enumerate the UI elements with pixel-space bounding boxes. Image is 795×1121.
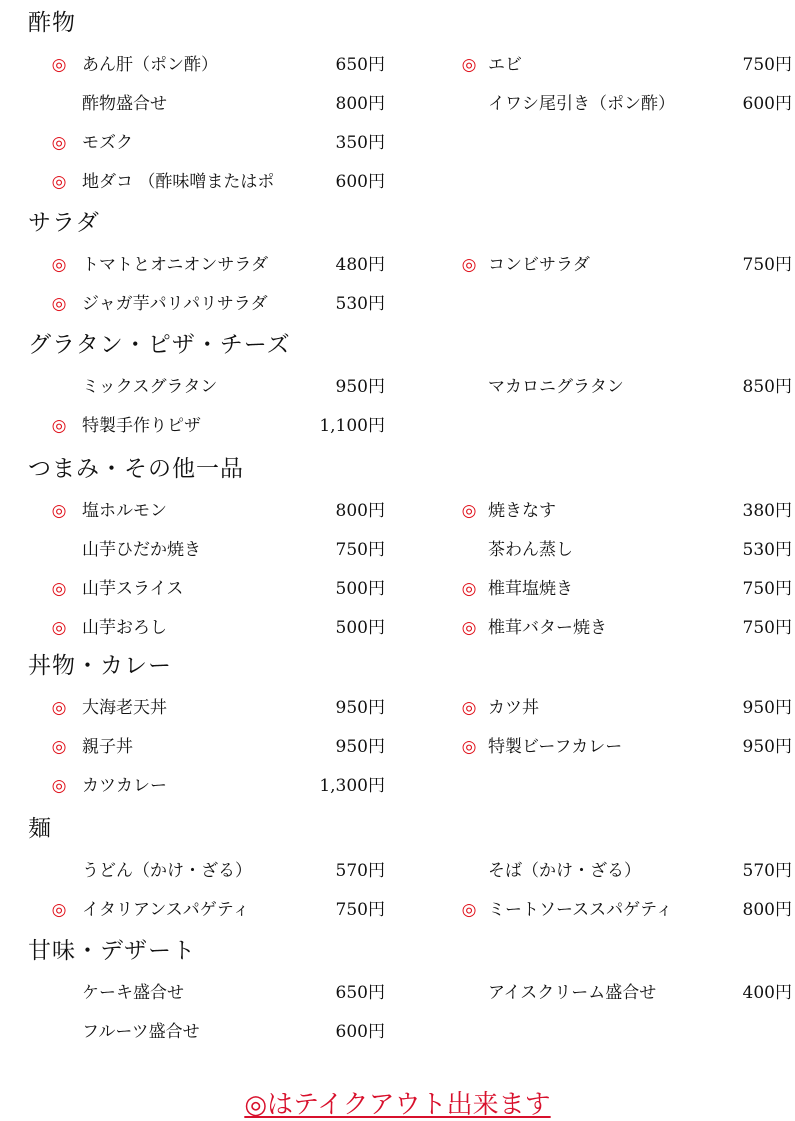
takeout-mark-icon: ◎: [461, 55, 477, 75]
menu-item-price: 850円: [742, 377, 792, 397]
takeout-note-text: ◎はテイクアウト出来ます: [244, 1090, 551, 1120]
menu-item-name: ジャガ芋パリパリサラダ: [82, 294, 268, 314]
menu-item: [0, 775, 795, 801]
category-title: 麺: [28, 816, 52, 842]
menu-item-price: 1,300円: [319, 776, 385, 796]
takeout-mark-icon: ◎: [51, 255, 67, 275]
menu-item-name: アイスクリーム盛合せ: [488, 983, 657, 1003]
menu-item-name: コンビサラダ: [488, 255, 590, 275]
menu-item-price: 600円: [335, 1022, 385, 1042]
takeout-mark-icon: ◎: [51, 501, 67, 521]
menu-item-name: エビ: [488, 55, 522, 75]
menu-item: [0, 171, 795, 197]
menu-item-price: 500円: [335, 579, 385, 599]
menu-item-name: イタリアンスパゲティ: [82, 900, 250, 920]
menu-item: [0, 93, 795, 119]
takeout-mark-icon: ◎: [51, 698, 67, 718]
menu-item-price: 570円: [335, 861, 385, 881]
takeout-mark-icon: ◎: [461, 737, 477, 757]
menu-item-name: 椎茸塩焼き: [488, 579, 573, 599]
category-title: つまみ・その他一品: [28, 456, 244, 482]
menu-item-name: フルーツ盛合せ: [82, 1022, 200, 1042]
takeout-mark-icon: ◎: [461, 579, 477, 599]
takeout-mark-icon: ◎: [51, 133, 67, 153]
menu-item-price: 950円: [742, 698, 792, 718]
takeout-mark-icon: ◎: [51, 776, 67, 796]
menu-item: [0, 293, 795, 319]
takeout-mark-icon: ◎: [51, 900, 67, 920]
takeout-mark-icon: ◎: [51, 172, 67, 192]
takeout-mark-icon: ◎: [51, 737, 67, 757]
menu-item-price: 570円: [742, 861, 792, 881]
menu-item-name: 茶わん蒸し: [488, 540, 573, 560]
menu-item: [0, 132, 795, 158]
takeout-mark-icon: ◎: [461, 501, 477, 521]
menu-item-name: マカロニグラタン: [488, 377, 624, 397]
menu-item-price: 750円: [742, 255, 792, 275]
category-title: 丼物・カレー: [28, 653, 172, 679]
menu-item-price: 1,100円: [319, 416, 385, 436]
menu-item: [0, 697, 795, 723]
menu-item-name: うどん（かけ・ざる）: [82, 861, 252, 881]
menu-item-price: 950円: [335, 737, 385, 757]
menu-item: [0, 539, 795, 565]
menu-item-name: 大海老天丼: [82, 698, 167, 718]
menu-item-name: 特製手作りピザ: [82, 416, 201, 436]
menu-item-name: イワシ尾引き（ポン酢）: [488, 94, 675, 114]
category-title: サラダ: [28, 210, 100, 236]
menu-item-price: 600円: [335, 172, 385, 192]
takeout-mark-icon: ◎: [461, 698, 477, 718]
menu-item-price: 530円: [742, 540, 792, 560]
menu-item: [0, 617, 795, 643]
menu-item-price: 950円: [335, 698, 385, 718]
menu-item-name: 酢物盛合せ: [82, 94, 167, 114]
menu-item-price: 750円: [742, 579, 792, 599]
menu-item-price: 800円: [335, 94, 385, 114]
menu-item-price: 500円: [335, 618, 385, 638]
category-title: グラタン・ピザ・チーズ: [28, 332, 291, 358]
takeout-mark-icon: ◎: [51, 579, 67, 599]
menu-item: [0, 376, 795, 402]
takeout-note: [0, 1084, 795, 1121]
menu-item-name: ミックスグラタン: [82, 377, 218, 397]
menu-item-name: あん肝（ポン酢）: [82, 55, 218, 75]
menu-item-price: 480円: [335, 255, 385, 275]
menu-item-price: 800円: [335, 501, 385, 521]
menu-item-name: 山芋ひだか焼き: [82, 540, 201, 560]
menu-item-name: ミートソーススパゲティ: [488, 900, 673, 920]
menu-item-name: 親子丼: [82, 737, 133, 757]
menu-item-price: 400円: [742, 983, 792, 1003]
menu-item-name: ケーキ盛合せ: [82, 983, 184, 1003]
menu-item: [0, 899, 795, 925]
takeout-mark-icon: ◎: [51, 55, 67, 75]
category-title: 甘味・デザート: [28, 938, 196, 964]
menu-item-name: 椎茸バター焼き: [488, 618, 607, 638]
menu-item: [0, 982, 795, 1008]
takeout-mark-icon: ◎: [51, 294, 67, 314]
menu-item: [0, 1021, 795, 1047]
menu-item-name: 塩ホルモン: [82, 501, 167, 521]
menu-item-name: カツカレー: [82, 776, 167, 796]
menu-item-price: 650円: [335, 55, 385, 75]
menu-item-name: トマトとオニオンサラダ: [82, 255, 269, 275]
menu-item-name: 特製ビーフカレー: [488, 737, 623, 757]
takeout-mark-icon: ◎: [461, 618, 477, 638]
menu-item: [0, 578, 795, 604]
menu-item: [0, 860, 795, 886]
menu-item-price: 350円: [335, 133, 385, 153]
menu-item-name: そば（かけ・ざる）: [488, 861, 641, 881]
takeout-mark-icon: ◎: [51, 618, 67, 638]
menu-item-price: 800円: [742, 900, 792, 920]
menu-item-name: 焼きなす: [488, 501, 556, 521]
menu-item-price: 950円: [335, 377, 385, 397]
takeout-mark-icon: ◎: [461, 900, 477, 920]
menu-item-price: 750円: [742, 618, 792, 638]
menu-item-price: 600円: [742, 94, 792, 114]
menu-item-name: 山芋おろし: [82, 618, 167, 638]
menu-item-name: 地ダコ （酢味噌またはポ: [82, 172, 275, 192]
menu-item-name: モズク: [82, 133, 133, 153]
menu-item-price: 650円: [335, 983, 385, 1003]
takeout-mark-icon: ◎: [461, 255, 477, 275]
menu-item-price: 750円: [335, 900, 385, 920]
menu-item-price: 750円: [335, 540, 385, 560]
menu-item: [0, 254, 795, 280]
menu-item-price: 380円: [742, 501, 792, 521]
menu-item-price: 950円: [742, 737, 792, 757]
menu-item-name: 山芋スライス: [82, 579, 184, 599]
menu-item-name: カツ丼: [488, 698, 539, 718]
menu-item: [0, 500, 795, 526]
menu-item: [0, 736, 795, 762]
menu-item-price: 530円: [335, 294, 385, 314]
category-title: 酢物: [28, 10, 76, 36]
menu-item: [0, 415, 795, 441]
menu-item-price: 750円: [742, 55, 792, 75]
takeout-mark-icon: ◎: [51, 416, 67, 436]
menu-item: [0, 54, 795, 80]
